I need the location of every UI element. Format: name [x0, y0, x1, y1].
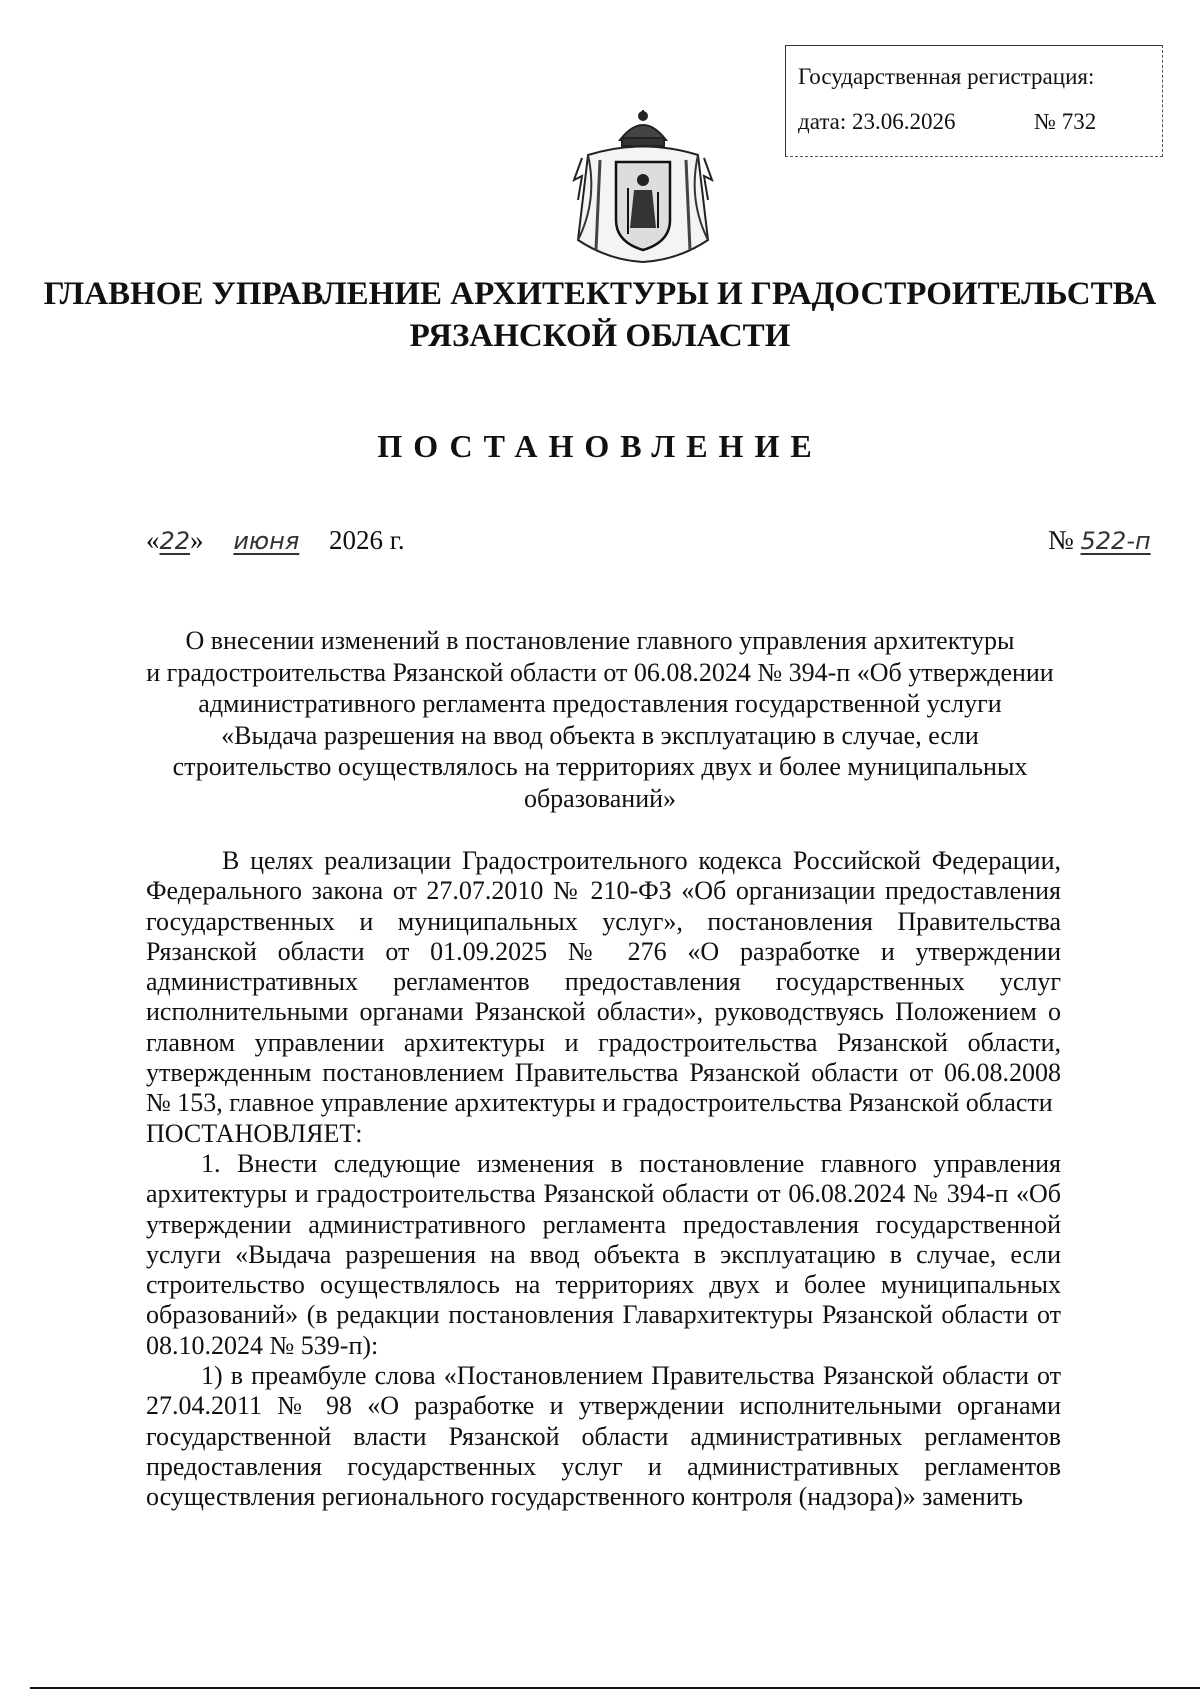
decree-number-prefix: №	[1048, 525, 1074, 555]
decree-number	[1048, 525, 1151, 556]
date-day-handwritten: 22	[159, 527, 191, 555]
decree-subject	[140, 625, 1060, 814]
date-open-quote: «	[146, 525, 160, 555]
document-type-title: ПОСТАНОВЛЕНИЕ	[377, 428, 823, 464]
subject-line: О внесении изменений в постановление главного управления архитектуры	[185, 626, 1015, 655]
decree-date	[146, 525, 405, 556]
registration-title: Государственная регистрация:	[798, 64, 1095, 89]
registration-date: дата: 23.06.2026	[798, 109, 956, 134]
decree-body	[146, 846, 1061, 1513]
ryazan-coat-of-arms-icon	[568, 110, 718, 270]
registration-number: № 732	[1034, 109, 1097, 134]
subject-line: строительство осуществлялось на территориях двух и более муниципальных	[172, 752, 1028, 781]
item-1-subitem-1-paragraph: 1) в преамбуле слова «Постановлением Правительства Рязанской области от 27.04.2011 № 98 «О разработке и утверждении исполнительными органами государственной власти Рязанской области административных регламентов предоставления государственных услуг и административных регламентов осуществления регионального государственного контроля (надзора)» заменить	[146, 1361, 1061, 1512]
decree-number-handwritten: 522-п	[1080, 527, 1151, 555]
organization-name-line-2: РЯЗАНСКОЙ ОБЛАСТИ	[409, 318, 791, 354]
date-year: 2026 г.	[329, 525, 405, 555]
preamble-paragraph: В целях реализации Градостроительного кодекса Российской Федерации, Федерального закона от 27.07.2010 № 210-ФЗ «Об организации предоставления государственных и муниципальных услуг», постановления Правительства Рязанской области от 01.09.2025 № 276 «О разработке и утверждении административных регламентов предоставления государственных услуг исполнительными органами Рязанской области», руководствуясь Положением о главном управлении архитектуры и градостроительства Рязанской области, утвержденным постановлением Правительства Рязанской области от 06.08.2008 № 153, главное управление архитектуры и градостроительства Рязанской области	[146, 846, 1061, 1118]
subject-line: административного регламента предоставления государственной услуги	[198, 689, 1002, 718]
subject-line: «Выдача разрешения на ввод объекта в эксплуатацию в случае, если	[221, 720, 979, 750]
registration-stamp	[785, 45, 1163, 157]
item-1-paragraph: 1. Внести следующие изменения в постановление главного управления архитектуры и градостроительства Рязанской области от 06.08.2024 № 394-п «Об утверждении административного регламента предоставления государственной услуги «Выдача разрешения на ввод объекта в эксплуатацию в случае, если строительство осуществлялось на территориях двух и более муниципальных образований» (в редакции постановления Главархитектуры Рязанской области от 08.10.2024 № 539-п):	[146, 1148, 1061, 1360]
organization-name-line-1: ГЛАВНОЕ УПРАВЛЕНИЕ АРХИТЕКТУРЫ И ГРАДОСТРОИТЕЛЬСТВА	[43, 276, 1157, 312]
date-close-quote: »	[190, 525, 204, 555]
date-month-handwritten: июня	[233, 527, 300, 555]
page-bottom-rule	[30, 1687, 1200, 1689]
subject-line: и градостроительства Рязанской области от 06.08.2024 № 394-п «Об утверждении	[146, 657, 1054, 687]
resolves-heading: ПОСТАНОВЛЯЕТ:	[146, 1118, 363, 1148]
subject-line: образований»	[523, 783, 677, 813]
